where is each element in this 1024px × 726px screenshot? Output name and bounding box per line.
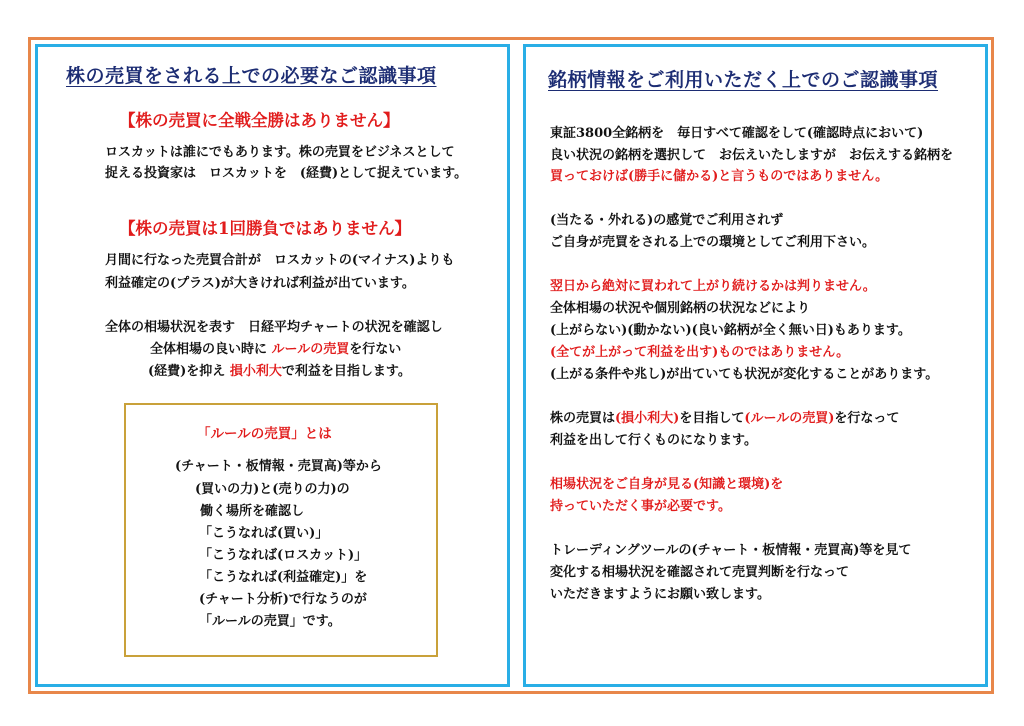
right-block2-line1: (当たる・外れる)の感覚でご利用されず: [550, 213, 784, 228]
left-title: 株の売買をされる上での必要なご認識事項: [66, 65, 437, 87]
rule-box-line: (チャート・板情報・売買高)等から: [175, 459, 382, 474]
text: を行なって: [834, 411, 900, 426]
text: 全体相場の良い時に: [150, 342, 268, 357]
right-block5-red-line2: 持っていただく事が必要です。: [550, 499, 731, 514]
right-block1-line1: 東証3800全銘柄を 毎日すべて確認をして(確認時点において): [550, 126, 924, 141]
right-block3-line2: (上がらない)(動かない)(良い銘柄が全く無い日)もあります。: [550, 323, 911, 338]
right-block4-line1: [550, 412, 899, 425]
right-block3-red1: 翌日から絶対に買われて上がり続けるかは判りません。: [550, 279, 876, 294]
right-block1-red: 買っておけば(勝手に儲かる)と言うものではありません。: [550, 169, 889, 184]
right-title: 銘柄情報をご利用いただく上でのご認識事項: [548, 69, 939, 91]
left-para3-line1: 全体の相場状況を表す 日経平均チャートの状況を確認し: [105, 320, 443, 335]
rule-box-line: (チャート分析)で行なうのが: [199, 592, 367, 607]
right-block6-line1: トレーディングツールの(チャート・板情報・売買高)等を見て: [550, 543, 912, 558]
emphasis-rule-trading: (ルールの売買): [744, 411, 835, 426]
right-block3-line3: (上がる条件や兆し)が出ていても状況が変化することがあります。: [550, 367, 939, 382]
rule-box-heading: 「ルールの売買」とは: [197, 426, 332, 442]
text: (経費)を抑え: [148, 364, 226, 379]
emphasis-small-loss-big-profit: 損小利大: [229, 364, 282, 379]
rule-box-line: 「こうなれば(買い)」: [199, 526, 329, 541]
left-para1-line2: 捉える投資家は ロスカットを (経費)として捉えています。: [105, 166, 468, 181]
right-block1-line2: 良い状況の銘柄を選択して お伝えいたしますが お伝えする銘柄を: [550, 148, 954, 163]
rule-box-line: 「ルールの売買」です。: [199, 614, 341, 629]
rule-box-line: 働く場所を確認し: [200, 504, 305, 519]
emphasis-rule-trading: ルールの売買: [271, 342, 350, 357]
text: で利益を目指します。: [281, 364, 411, 379]
rule-box-line: 「こうなれば(ロスカット)」: [199, 548, 368, 563]
emphasis-small-loss-big-profit: (損小利大): [615, 411, 680, 426]
left-para3-line2: [150, 343, 401, 356]
rule-box-line: 「こうなれば(利益確定)」を: [199, 570, 368, 585]
right-block2-line2: ご自身が売買をされる上での環境としてご利用下さい。: [550, 235, 876, 250]
text: 株の売買は: [550, 411, 616, 426]
right-block6-line3: いただきますようにお願い致します。: [550, 587, 770, 602]
right-block3-line1: 全体相場の状況や個別銘柄の状況などにより: [550, 301, 811, 316]
right-block3-red2: (全てが上がって利益を出す)ものではありません。: [550, 345, 850, 360]
rule-box-line: (買いの力)と(売りの力)の: [195, 482, 350, 497]
right-block5-red-line1: 相場状況をご自身が見る(知識と環境)を: [550, 477, 784, 492]
left-para2-line2: 利益確定の(プラス)が大きければ利益が出ています。: [105, 276, 415, 291]
heading-not-one-shot: 【株の売買は1回勝負ではありません】: [119, 219, 411, 238]
left-para2-line1: 月間に行なった売買合計が ロスカットの(マイナス)よりも: [105, 253, 455, 268]
right-block6-line2: 変化する相場状況を確認されて売買判断を行なって: [550, 565, 850, 580]
text: を目指して: [679, 411, 745, 426]
text: を行ない: [349, 342, 402, 357]
heading-no-perfect-record: 【株の売買に全戦全勝はありません】: [119, 111, 400, 130]
left-para1-line1: ロスカットは誰にでもあります。株の売買をビジネスとして: [105, 145, 455, 160]
right-block4-line2: 利益を出して行くものになります。: [550, 433, 757, 448]
left-para3-line3: [148, 365, 411, 378]
